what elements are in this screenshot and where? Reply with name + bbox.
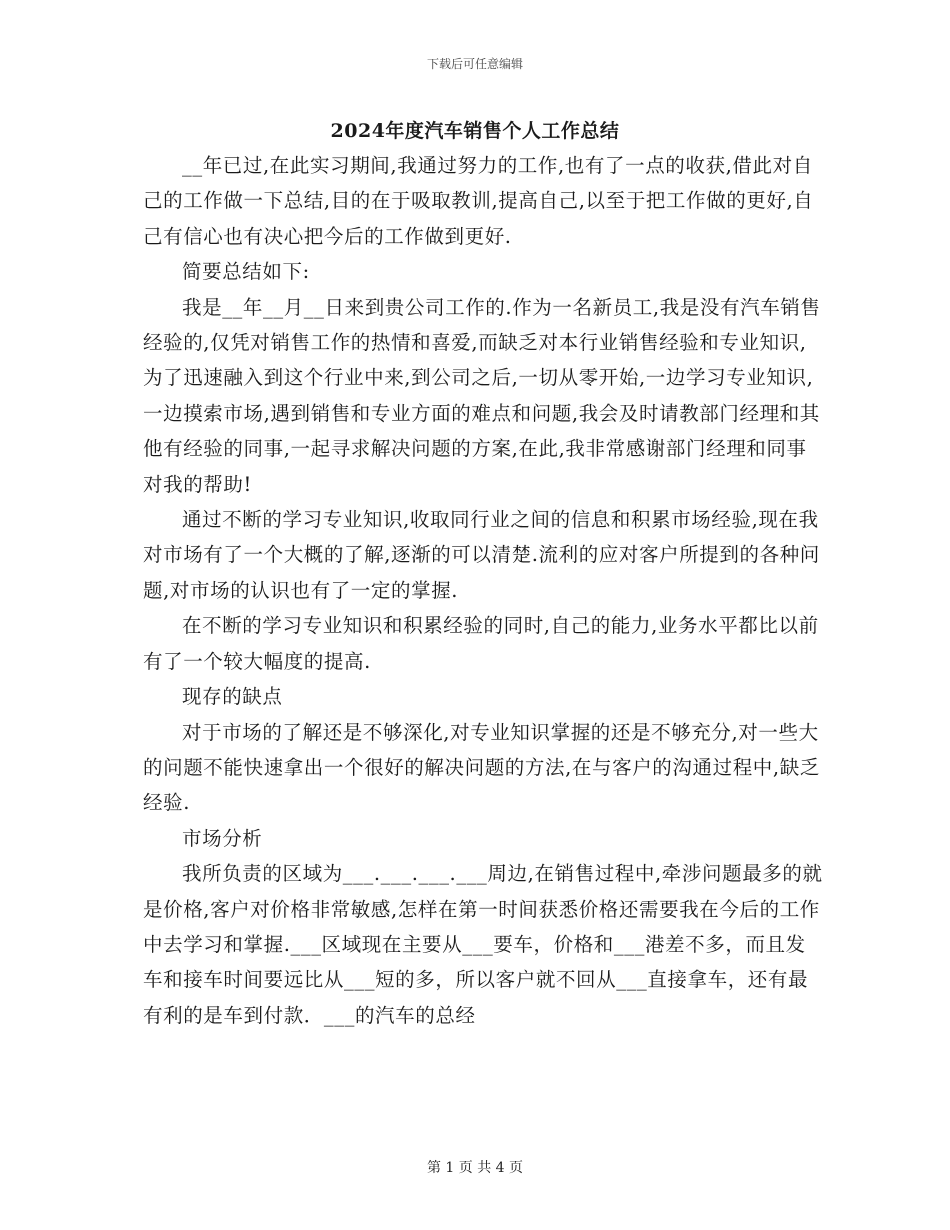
page-number-footer: 第 1 页 共 4 页 (426, 1160, 524, 1176)
document-body (143, 148, 823, 1033)
paragraph-learning: 通过不断的学习专业知识,收取同行业之间的信息和积累市场经验,现在我对市场有了一个大概的了解,逐渐的可以清楚.流利的应对客户所提到的各种问题,对市场的认识也有了一定的掌握. (143, 508, 820, 602)
paragraph-market-analysis: 我所负责的区域为___.___.___.___周边,在销售过程中,牵涉问题最多的就是价格,客户对价格非常敏感,怎样在第一时间获悉价格还需要我在今后的工作中去学习和掌握.___区域现在主要从___要车，价格和___港差不多，而且发车和接车时间要远比从___短的多，所以客户就不回从___直接拿车，还有最有利的是车到付款．___的汽车的总经 (143, 862, 823, 1027)
paragraph-summary-heading: 简要总结如下: (182, 260, 310, 284)
paragraph-experience: 我是__年__月__日来到贵公司工作的.作为一名新员工,我是没有汽车销售经验的,仅凭对销售工作的热情和喜爱,而缺乏对本行业销售经验和专业知识,为了迅速融入到这个行业中来,到公司之后,一切从零开始,一边学习专业知识,一边摸索市场,遇到销售和专业方面的难点和问题,我会及时请教部门经理和其他有经验的同事,一起寻求解决问题的方案,在此,我非常感谢部门经理和同事对我的帮助! (143, 295, 821, 496)
section-heading-market-analysis: 市场分析 (182, 826, 263, 850)
paragraph-intro: __年已过,在此实习期间,我通过努力的工作,也有了一点的收获,借此对自己的工作做一下总结,目的在于吸取教训,提高自己,以至于把工作做的更好,自己有信心也有决心把今后的工作做到更好. (143, 154, 814, 248)
paragraph-improvement: 在不断的学习专业知识和积累经验的同时,自己的能力,业务水平都比以前有了一个较大幅度的提高. (143, 614, 819, 673)
section-heading-shortcomings: 现存的缺点 (182, 685, 283, 709)
document-title: 2024年度汽车销售个人工作总结 (330, 120, 620, 142)
page-header-note: 下载后可任意编辑 (426, 57, 523, 71)
paragraph-shortcomings: 对于市场的了解还是不够深化,对专业知识掌握的还是不够充分,对一些大的问题不能快速拿出一个很好的解决问题的方法,在与客户的沟通过程中,缺乏经验. (143, 720, 820, 815)
